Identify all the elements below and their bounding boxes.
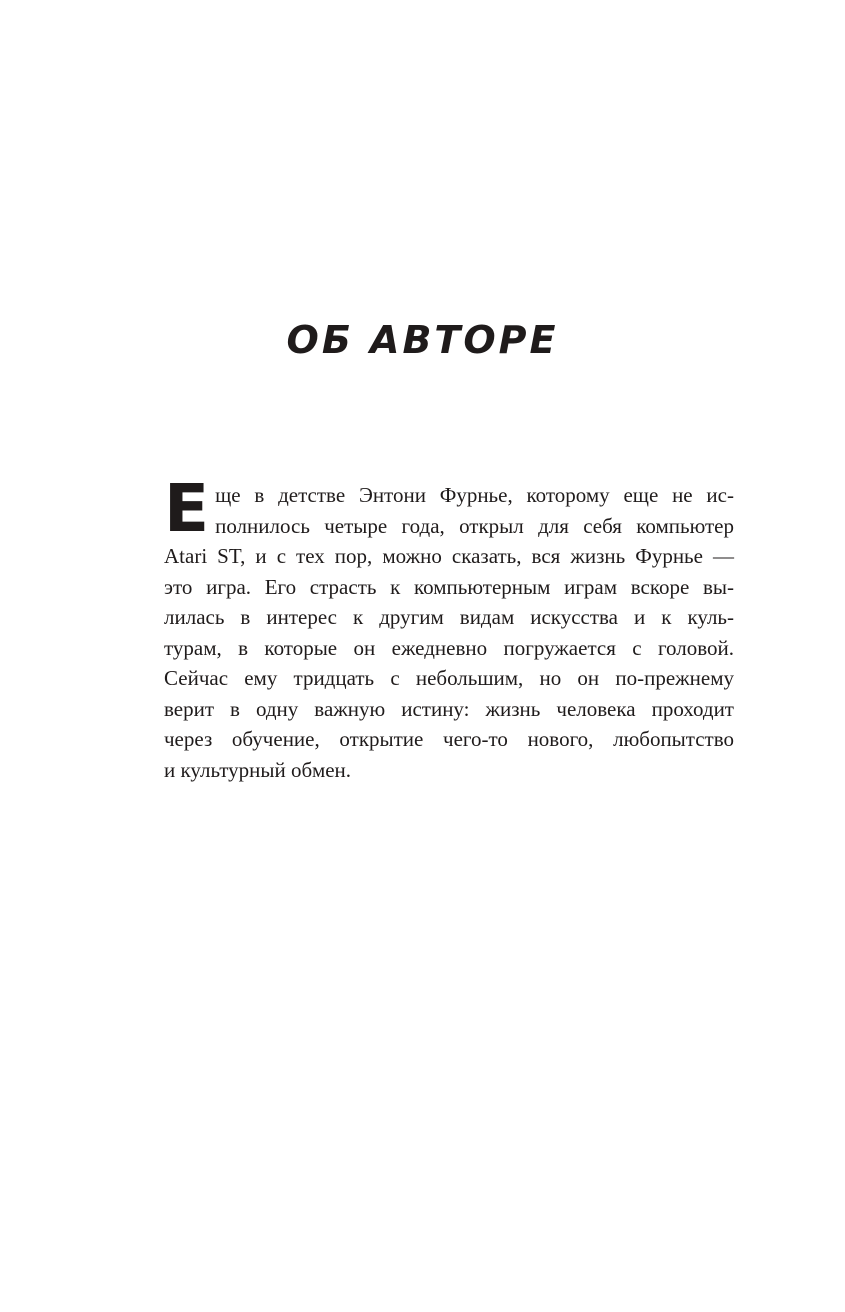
bio-line: ще в детстве Энтони Фурнье, которому еще не ис- xyxy=(215,483,734,507)
bio-line: верит в одну важную истину: жизнь человека проходит xyxy=(164,696,734,721)
bio-line: через обучение, открытие чего-то нового, любопытство xyxy=(164,727,734,751)
bio-line: лилась в интерес к другим видам искусства и к куль- xyxy=(164,605,734,629)
drop-cap: Е xyxy=(164,470,210,547)
page-title: ОБ АВТОРЕ xyxy=(286,318,559,362)
bio-line: и культурный обмен. xyxy=(164,757,352,782)
bio-line: турам, в которые он ежедневно погружается с головой. xyxy=(164,635,734,660)
bio-line: Сейчас ему тридцать с небольшим, но он по-прежнему xyxy=(164,666,734,690)
bio-line: полнилось четыре года, открыл для себя компьютер xyxy=(215,513,734,538)
dropcap-lines xyxy=(215,480,734,541)
author-bio xyxy=(164,470,734,785)
bio-line: это игра. Его страсть к компьютерным играм вскоре вы- xyxy=(164,574,734,599)
bio-line: Atari ST, и с тех пор, можно сказать, вся жизнь Фурнье — xyxy=(164,544,734,568)
